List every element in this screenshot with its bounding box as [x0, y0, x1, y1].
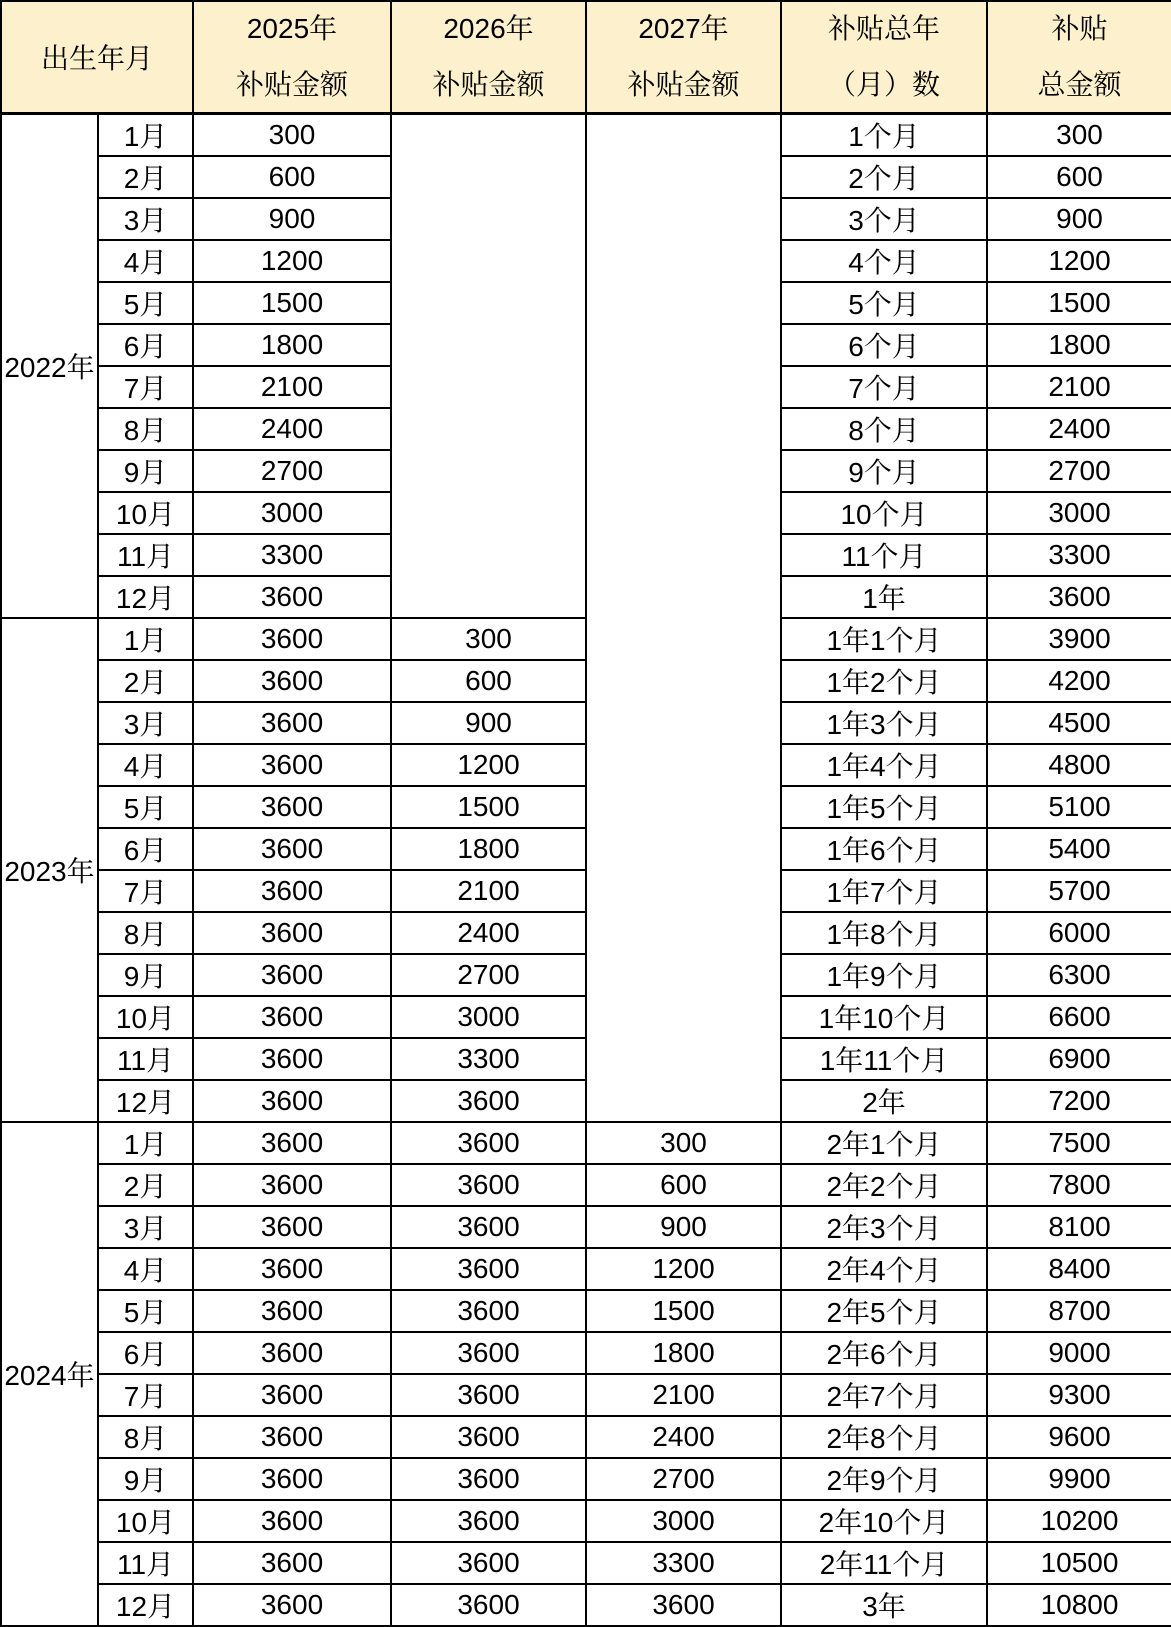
- cell-month: 1月: [98, 1122, 193, 1164]
- header-row: [1, 1, 1171, 114]
- cell-amount-2025: 3600: [193, 1500, 391, 1542]
- cell-amount-2027: 1800: [586, 1332, 781, 1374]
- cell-amount-total: 5400: [987, 828, 1171, 870]
- cell-month: 6月: [98, 324, 193, 366]
- cell-month: 11月: [98, 534, 193, 576]
- cell-month: 12月: [98, 576, 193, 618]
- cell-month: 1月: [98, 618, 193, 660]
- header-line-year: 补贴: [1051, 12, 1108, 44]
- cell-duration-total: 11个月: [781, 534, 987, 576]
- cell-amount-total: 300: [987, 114, 1171, 157]
- cell-amount-total: 4200: [987, 660, 1171, 702]
- cell-amount-2025: 3600: [193, 1290, 391, 1332]
- cell-amount-total: 5700: [987, 870, 1171, 912]
- cell-month: 4月: [98, 744, 193, 786]
- cell-duration-total: 3个月: [781, 198, 987, 240]
- cell-amount-2025: 3600: [193, 618, 391, 660]
- year-label: 2023年: [1, 618, 98, 1122]
- cell-amount-2026: 3600: [391, 1290, 586, 1332]
- cell-month: 6月: [98, 1332, 193, 1374]
- cell-duration-total: 2年4个月: [781, 1248, 987, 1290]
- cell-amount-2025: 3000: [193, 492, 391, 534]
- cell-amount-2025: 3600: [193, 576, 391, 618]
- cell-amount-total: 1200: [987, 240, 1171, 282]
- cell-amount-total: 6000: [987, 912, 1171, 954]
- cell-amount-2025: 300: [193, 114, 391, 157]
- header-line-year: 补贴总年: [828, 12, 941, 44]
- cell-amount-total: 2400: [987, 408, 1171, 450]
- cell-amount-2026: 1500: [391, 786, 586, 828]
- cell-duration-total: 7个月: [781, 366, 987, 408]
- header-line-year: 2025年: [246, 12, 338, 44]
- cell-month: 12月: [98, 1584, 193, 1626]
- cell-month: 2月: [98, 156, 193, 198]
- cell-month: 4月: [98, 240, 193, 282]
- cell-month: 6月: [98, 828, 193, 870]
- table-row: [1, 1206, 1171, 1248]
- cell-amount-2025: 3600: [193, 1416, 391, 1458]
- cell-amount-2025: 3600: [193, 1584, 391, 1626]
- table-row: [1, 1248, 1171, 1290]
- cell-amount-2025: 3600: [193, 1080, 391, 1122]
- header-amount-2025: [193, 1, 391, 114]
- table-row: [1, 870, 1171, 912]
- cell-duration-total: 1年6个月: [781, 828, 987, 870]
- header-line-label: 补贴金额: [236, 69, 349, 100]
- cell-duration-total: 1年2个月: [781, 660, 987, 702]
- cell-amount-2026: 3600: [391, 1500, 586, 1542]
- cell-amount-2026: 2700: [391, 954, 586, 996]
- cell-month: 2月: [98, 1164, 193, 1206]
- table-row: [1, 828, 1171, 870]
- header-line-year: 2026年: [443, 12, 534, 44]
- cell-duration-total: 1年4个月: [781, 744, 987, 786]
- cell-duration-total: 2年5个月: [781, 1290, 987, 1332]
- cell-amount-2026: 3600: [391, 1542, 586, 1584]
- cell-month: 9月: [98, 450, 193, 492]
- cell-duration-total: 2年11个月: [781, 1542, 987, 1584]
- cell-amount-2026: 300: [391, 618, 586, 660]
- cell-amount-total: 6300: [987, 954, 1171, 996]
- cell-amount-2027: 2100: [586, 1374, 781, 1416]
- cell-duration-total: 6个月: [781, 324, 987, 366]
- cell-amount-2026: 3600: [391, 1122, 586, 1164]
- cell-amount-2027: 3600: [586, 1584, 781, 1626]
- cell-duration-total: 1年5个月: [781, 786, 987, 828]
- cell-duration-total: 1年1个月: [781, 618, 987, 660]
- cell-amount-2025: 3600: [193, 1164, 391, 1206]
- table-row: [1, 1290, 1171, 1332]
- cell-amount-2025: 3600: [193, 1122, 391, 1164]
- cell-amount-2025: 3600: [193, 1206, 391, 1248]
- table-row: [1, 954, 1171, 996]
- table-row: [1, 1332, 1171, 1374]
- cell-amount-2025: 3600: [193, 870, 391, 912]
- cell-duration-total: 5个月: [781, 282, 987, 324]
- cell-amount-2025: 1200: [193, 240, 391, 282]
- cell-month: 10月: [98, 996, 193, 1038]
- cell-amount-total: 1800: [987, 324, 1171, 366]
- cell-duration-total: 2年8个月: [781, 1416, 987, 1458]
- cell-duration-total: 2年7个月: [781, 1374, 987, 1416]
- header-line-label: （月）数: [828, 69, 941, 100]
- cell-amount-2026: 3000: [391, 996, 586, 1038]
- cell-amount-2025: 3600: [193, 786, 391, 828]
- cell-month: 9月: [98, 1458, 193, 1500]
- cell-amount-total: 4500: [987, 702, 1171, 744]
- year-label: 2022年: [1, 114, 98, 619]
- cell-duration-total: 9个月: [781, 450, 987, 492]
- table-row: [1, 996, 1171, 1038]
- cell-amount-2026: 3600: [391, 1458, 586, 1500]
- header-birth-date: 出生年月: [1, 1, 193, 114]
- cell-duration-total: 2个月: [781, 156, 987, 198]
- table-row: [1, 744, 1171, 786]
- table-row: [1, 618, 1171, 660]
- header-line-label: 总金额: [1037, 69, 1122, 100]
- cell-amount-2025: 3600: [193, 996, 391, 1038]
- cell-duration-total: 1年8个月: [781, 912, 987, 954]
- cell-amount-total: 8100: [987, 1206, 1171, 1248]
- cell-amount-total: 2100: [987, 366, 1171, 408]
- table-row: [1, 1122, 1171, 1164]
- cell-amount-2025: 3600: [193, 660, 391, 702]
- cell-amount-2026: 2100: [391, 870, 586, 912]
- cell-amount-2025: 1800: [193, 324, 391, 366]
- cell-amount-2025: 600: [193, 156, 391, 198]
- table-body: [1, 114, 1171, 1627]
- header-amount-2027: [586, 1, 781, 114]
- cell-duration-total: 2年6个月: [781, 1332, 987, 1374]
- cell-amount-2025: 2100: [193, 366, 391, 408]
- cell-amount-2027: 1500: [586, 1290, 781, 1332]
- cell-amount-2026: 1200: [391, 744, 586, 786]
- cell-month: 10月: [98, 492, 193, 534]
- cell-duration-total: 2年: [781, 1080, 987, 1122]
- cell-amount-total: 9300: [987, 1374, 1171, 1416]
- cell-month: 3月: [98, 702, 193, 744]
- table-row: [1, 660, 1171, 702]
- cell-month: 8月: [98, 1416, 193, 1458]
- cell-amount-2026: 3600: [391, 1416, 586, 1458]
- cell-amount-total: 7500: [987, 1122, 1171, 1164]
- cell-amount-2026: 900: [391, 702, 586, 744]
- cell-month: 7月: [98, 1374, 193, 1416]
- empty-merged-cell: [391, 114, 586, 619]
- cell-month: 11月: [98, 1542, 193, 1584]
- cell-amount-2025: 2400: [193, 408, 391, 450]
- cell-amount-total: 9600: [987, 1416, 1171, 1458]
- cell-amount-2027: 300: [586, 1122, 781, 1164]
- cell-month: 8月: [98, 408, 193, 450]
- cell-month: 2月: [98, 660, 193, 702]
- cell-amount-2025: 1500: [193, 282, 391, 324]
- header-line-label: 补贴金额: [627, 69, 740, 100]
- cell-amount-total: 600: [987, 156, 1171, 198]
- cell-amount-2025: 3600: [193, 744, 391, 786]
- header-duration-total: [781, 1, 987, 114]
- cell-duration-total: 2年2个月: [781, 1164, 987, 1206]
- cell-month: 8月: [98, 912, 193, 954]
- cell-amount-2027: 2700: [586, 1458, 781, 1500]
- table-row: [1, 1374, 1171, 1416]
- cell-amount-total: 1500: [987, 282, 1171, 324]
- cell-amount-2025: 3600: [193, 828, 391, 870]
- cell-amount-2027: 3000: [586, 1500, 781, 1542]
- cell-amount-2025: 3600: [193, 1542, 391, 1584]
- cell-amount-2026: 3600: [391, 1206, 586, 1248]
- cell-amount-2025: 3600: [193, 1248, 391, 1290]
- cell-amount-total: 2700: [987, 450, 1171, 492]
- cell-amount-total: 3900: [987, 618, 1171, 660]
- cell-amount-2027: 900: [586, 1206, 781, 1248]
- table-row: [1, 1164, 1171, 1206]
- cell-month: 7月: [98, 366, 193, 408]
- cell-duration-total: 2年1个月: [781, 1122, 987, 1164]
- cell-month: 12月: [98, 1080, 193, 1122]
- table-row: [1, 1416, 1171, 1458]
- header-amount-total: [987, 1, 1171, 114]
- cell-amount-2027: 2400: [586, 1416, 781, 1458]
- cell-amount-total: 6900: [987, 1038, 1171, 1080]
- cell-amount-total: 7200: [987, 1080, 1171, 1122]
- cell-amount-2025: 3600: [193, 1332, 391, 1374]
- cell-duration-total: 2年9个月: [781, 1458, 987, 1500]
- cell-duration-total: 1年9个月: [781, 954, 987, 996]
- cell-duration-total: 2年3个月: [781, 1206, 987, 1248]
- cell-duration-total: 1个月: [781, 114, 987, 157]
- cell-amount-2026: 3300: [391, 1038, 586, 1080]
- cell-amount-total: 5100: [987, 786, 1171, 828]
- cell-amount-2025: 3600: [193, 702, 391, 744]
- cell-duration-total: 1年3个月: [781, 702, 987, 744]
- header-amount-2026: [391, 1, 586, 114]
- cell-amount-total: 3000: [987, 492, 1171, 534]
- cell-month: 7月: [98, 870, 193, 912]
- cell-duration-total: 1年10个月: [781, 996, 987, 1038]
- cell-month: 5月: [98, 1290, 193, 1332]
- table-row: [1, 114, 1171, 157]
- cell-amount-total: 10200: [987, 1500, 1171, 1542]
- cell-amount-2026: 2400: [391, 912, 586, 954]
- table-row: [1, 702, 1171, 744]
- cell-amount-total: 900: [987, 198, 1171, 240]
- cell-amount-total: 3300: [987, 534, 1171, 576]
- table-row: [1, 1542, 1171, 1584]
- cell-amount-2026: 3600: [391, 1374, 586, 1416]
- cell-amount-2026: 3600: [391, 1332, 586, 1374]
- cell-amount-2025: 3300: [193, 534, 391, 576]
- year-label: 2024年: [1, 1122, 98, 1626]
- cell-month: 5月: [98, 282, 193, 324]
- cell-amount-2026: 3600: [391, 1248, 586, 1290]
- cell-duration-total: 1年: [781, 576, 987, 618]
- cell-amount-total: 8700: [987, 1290, 1171, 1332]
- cell-amount-total: 3600: [987, 576, 1171, 618]
- cell-amount-total: 9900: [987, 1458, 1171, 1500]
- cell-amount-2027: 3300: [586, 1542, 781, 1584]
- cell-month: 5月: [98, 786, 193, 828]
- table-row: [1, 786, 1171, 828]
- cell-month: 3月: [98, 198, 193, 240]
- table-row: [1, 1080, 1171, 1122]
- empty-merged-cell: [586, 114, 781, 1123]
- cell-month: 4月: [98, 1248, 193, 1290]
- cell-month: 9月: [98, 954, 193, 996]
- cell-amount-2025: 2700: [193, 450, 391, 492]
- cell-amount-2026: 1800: [391, 828, 586, 870]
- header-line-label: 补贴金额: [432, 69, 545, 100]
- cell-month: 11月: [98, 1038, 193, 1080]
- cell-amount-2025: 3600: [193, 954, 391, 996]
- cell-duration-total: 1年11个月: [781, 1038, 987, 1080]
- cell-duration-total: 2年10个月: [781, 1500, 987, 1542]
- cell-amount-2026: 3600: [391, 1080, 586, 1122]
- cell-amount-2025: 3600: [193, 1458, 391, 1500]
- cell-amount-2026: 3600: [391, 1584, 586, 1626]
- cell-amount-2026: 600: [391, 660, 586, 702]
- table-row: [1, 1584, 1171, 1626]
- cell-amount-2027: 600: [586, 1164, 781, 1206]
- cell-amount-total: 9000: [987, 1332, 1171, 1374]
- cell-duration-total: 10个月: [781, 492, 987, 534]
- cell-month: 10月: [98, 1500, 193, 1542]
- cell-duration-total: 8个月: [781, 408, 987, 450]
- cell-amount-total: 8400: [987, 1248, 1171, 1290]
- table-row: [1, 1038, 1171, 1080]
- header-line-year: 2027年: [638, 12, 729, 44]
- cell-amount-total: 6600: [987, 996, 1171, 1038]
- cell-amount-2025: 900: [193, 198, 391, 240]
- cell-month: 1月: [98, 114, 193, 157]
- table-row: [1, 912, 1171, 954]
- cell-amount-total: 4800: [987, 744, 1171, 786]
- cell-amount-total: 7800: [987, 1164, 1171, 1206]
- table-row: [1, 1500, 1171, 1542]
- cell-amount-2027: 1200: [586, 1248, 781, 1290]
- cell-duration-total: 1年7个月: [781, 870, 987, 912]
- cell-amount-2025: 3600: [193, 912, 391, 954]
- cell-amount-2025: 3600: [193, 1038, 391, 1080]
- cell-amount-2025: 3600: [193, 1374, 391, 1416]
- cell-amount-total: 10800: [987, 1584, 1171, 1626]
- cell-duration-total: 4个月: [781, 240, 987, 282]
- cell-amount-total: 10500: [987, 1542, 1171, 1584]
- cell-amount-2026: 3600: [391, 1164, 586, 1206]
- cell-duration-total: 3年: [781, 1584, 987, 1626]
- table-row: [1, 1458, 1171, 1500]
- cell-month: 3月: [98, 1206, 193, 1248]
